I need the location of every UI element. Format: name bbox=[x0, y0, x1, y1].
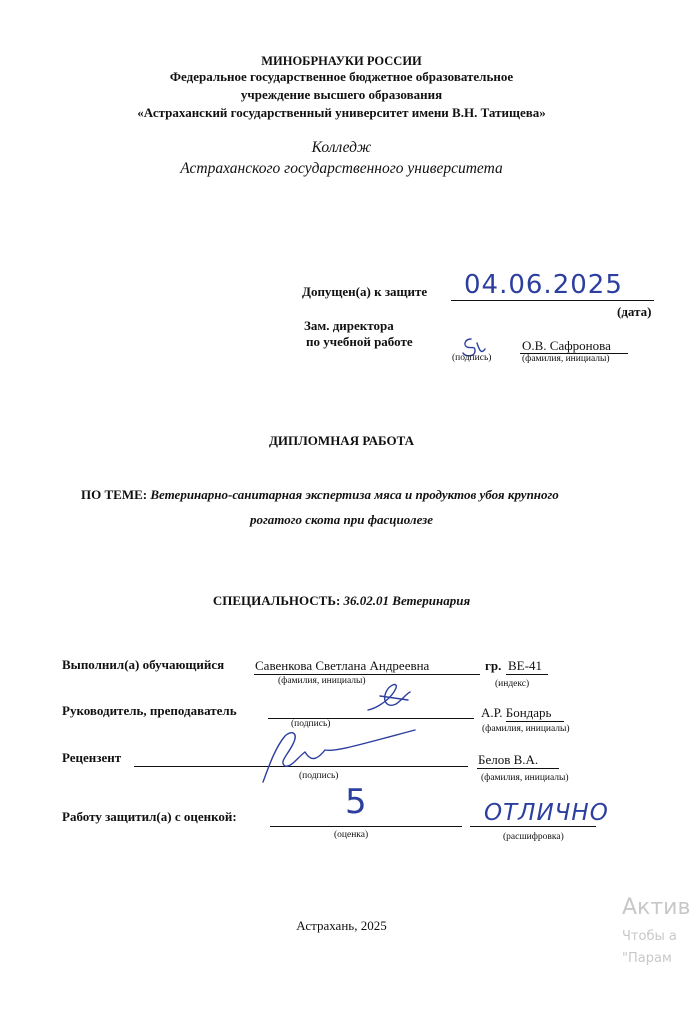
supervisor-name: А.Р. Бондарь bbox=[481, 705, 552, 720]
watermark-line-3: "Парам bbox=[622, 951, 672, 966]
group-caption: (индекс) bbox=[495, 679, 530, 689]
group-label: гр. bbox=[485, 658, 502, 673]
deputy-title-line-2: по учебной работе bbox=[306, 334, 413, 349]
performer-line bbox=[254, 674, 480, 675]
reviewer-signature bbox=[255, 722, 425, 788]
specialty-label: СПЕЦИАЛЬНОСТЬ: bbox=[212, 593, 341, 608]
supervisor-name-caption: (фамилия, инициалы) bbox=[482, 724, 570, 734]
deputy-signature-caption: (подпись) bbox=[452, 353, 492, 363]
performer-name: Савенкова Светлана Андреевна bbox=[255, 658, 430, 673]
handwritten-grade: 5 bbox=[345, 782, 367, 822]
group-line bbox=[506, 674, 548, 675]
reviewer-name: Белов В.А. bbox=[478, 752, 539, 767]
deputy-name: О.В. Сафронова bbox=[522, 338, 611, 353]
institution-line-1: Федеральное государственное бюджетное образовательное bbox=[169, 69, 514, 84]
grade-caption: (оценка) bbox=[334, 830, 369, 840]
reviewer-name-caption: (фамилия, инициалы) bbox=[481, 773, 569, 783]
topic-line-1 bbox=[81, 487, 559, 503]
date-line bbox=[451, 300, 654, 301]
performer-caption: (фамилия, инициалы) bbox=[278, 676, 366, 686]
supervisor-signature bbox=[362, 678, 414, 720]
grade-text-line bbox=[470, 826, 596, 827]
supervisor-signature-caption: (подпись) bbox=[291, 719, 331, 729]
admission-label: Допущен(а) к защите bbox=[302, 284, 428, 299]
specialty-value: 36.02.01 Ветеринария bbox=[343, 593, 471, 608]
work-type-title: ДИПЛОМНАЯ РАБОТА bbox=[268, 433, 415, 448]
college-line-1: Колледж bbox=[311, 139, 372, 156]
topic-label: ПО ТЕМЕ: bbox=[81, 487, 148, 502]
city-year: Астрахань, 2025 bbox=[296, 918, 387, 933]
performer-label: Выполнил(а) обучающийся bbox=[62, 657, 225, 672]
handwritten-grade-text: ОТЛИЧНО bbox=[484, 800, 609, 826]
deputy-name-caption: (фамилия, инициалы) bbox=[522, 354, 610, 364]
handwritten-date: 04.06.2025 bbox=[464, 270, 623, 300]
reviewer-label: Рецензент bbox=[62, 750, 122, 765]
group-value: ВЕ-41 bbox=[508, 658, 542, 673]
grade-label: Работу защитил(а) с оценкой: bbox=[62, 809, 237, 824]
specialty-line bbox=[0, 593, 683, 609]
institution-line-3: «Астраханский государственный университет имени В.Н. Татищева» bbox=[137, 105, 546, 120]
supervisor-label: Руководитель, преподаватель bbox=[62, 703, 237, 718]
ministry-heading: МИНОБРНАУКИ РОССИИ bbox=[261, 54, 422, 68]
grade-text-caption: (расшифровка) bbox=[503, 832, 564, 842]
date-caption: (дата) bbox=[617, 304, 652, 319]
topic-line-2: рогатого скота при фасциолезе bbox=[249, 512, 434, 527]
reviewer-signature-caption: (подпись) bbox=[299, 771, 339, 781]
topic-text-1: Ветеринарно-санитарная экспертиза мяса и продуктов убоя крупного bbox=[150, 487, 559, 502]
institution-line-2: учреждение высшего образования bbox=[240, 87, 443, 102]
college-line-2: Астраханского государственного университета bbox=[180, 160, 503, 177]
watermark-line-1: Актив bbox=[622, 895, 690, 920]
grade-line bbox=[270, 826, 462, 827]
watermark-line-2: Чтобы а bbox=[622, 929, 677, 944]
reviewer-name-line bbox=[477, 768, 559, 769]
supervisor-name-line bbox=[506, 721, 564, 722]
deputy-title-line-1: Зам. директора bbox=[304, 318, 394, 333]
